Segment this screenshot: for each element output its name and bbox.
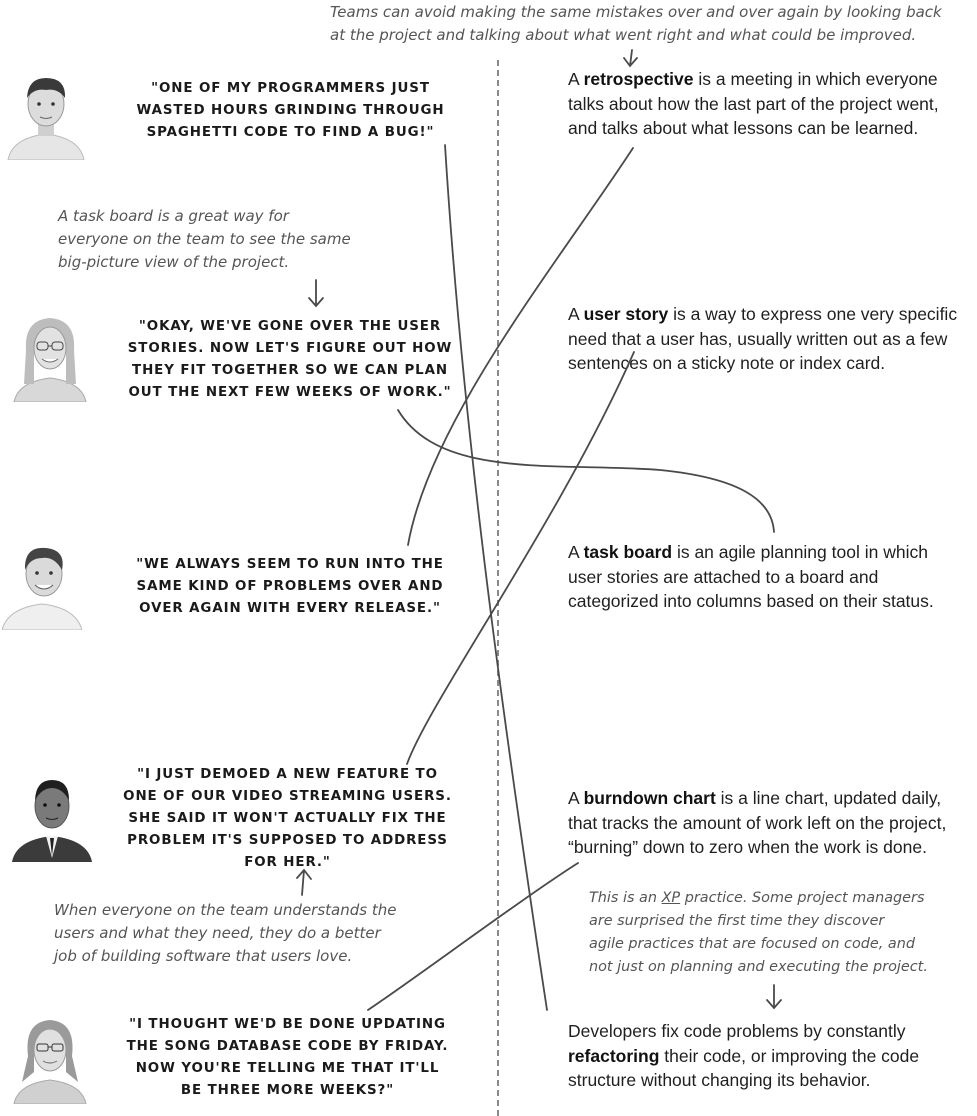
def-line: Developers fix code problems by constantly	[568, 1021, 906, 1041]
match-line-demo-userstory	[407, 352, 634, 764]
note-line: are surprised the first time they discover	[589, 913, 885, 929]
term-retrospective: retrospective	[583, 69, 694, 89]
quote-line: SAME KIND OF PROBLEMS OVER AND	[136, 579, 444, 594]
quote-line: "I JUST DEMOED A NEW FEATURE TO	[137, 767, 438, 782]
quote-line: PROBLEM IT'S SUPPOSED TO ADDRESS	[127, 833, 448, 848]
note-line: Teams can avoid making the same mistakes over and over again by looking back	[330, 3, 942, 21]
term-user-story: user story	[583, 304, 669, 324]
note-line: users and what they need, they do a better	[54, 924, 381, 942]
arrow-retrospective-note	[624, 50, 637, 66]
arrow-taskboard-note	[309, 280, 323, 306]
def-line: structure without changing its behavior.	[568, 1070, 871, 1090]
def-text: is an agile planning tool in which	[672, 542, 928, 562]
term-task-board: task board	[583, 542, 673, 562]
match-line-weeks-burndown	[368, 863, 578, 1010]
note-line: at the project and talking about what went right and what could be improved.	[330, 26, 917, 44]
def-line: need that a user has, usually written out as a few	[568, 328, 948, 349]
def-line: and talks about what lessons can be learned.	[568, 118, 919, 138]
quote-line: FOR HER."	[244, 855, 331, 870]
quote-line: OVER AGAIN WITH EVERY RELEASE."	[139, 601, 441, 616]
def-line: user stories are attached to a board and	[568, 566, 879, 587]
def-line: talks about how the last part of the project went,	[568, 93, 939, 114]
quote-line: "I THOUGHT WE'D BE DONE UPDATING	[129, 1017, 446, 1032]
note-line: not just on planning and executing the project.	[589, 959, 928, 975]
def-line: that tracks the amount of work left on the project,	[568, 812, 947, 833]
def-text: is a meeting in which everyone	[693, 69, 938, 89]
note-line: job of building software that users love.	[54, 947, 353, 965]
quote-line: THEY FIT TOGETHER SO WE CAN PLAN	[132, 363, 448, 378]
match-line-userstories-taskboard	[398, 410, 774, 532]
note-line: big-picture view of the project.	[58, 253, 290, 271]
quote-line: NOW YOU'RE TELLING ME THAT IT'LL	[135, 1061, 440, 1076]
quote-line: SHE SAID IT WON'T ACTUALLY FIX THE	[128, 811, 447, 826]
match-line-spaghetti-refactoring	[445, 145, 547, 1010]
note-line: A task board is a great way for	[58, 207, 289, 225]
def-line: sentences on a sticky note or index card.	[568, 353, 886, 373]
match-line-problems-retrospective	[408, 148, 633, 545]
quote-line: THE SONG DATABASE CODE BY FRIDAY.	[126, 1039, 449, 1054]
def-text: is a line chart, updated daily,	[715, 788, 942, 808]
note-line: agile practices that are focused on code, and	[589, 936, 915, 952]
def-text: A	[568, 304, 584, 324]
arrow-users-note	[297, 870, 311, 895]
def-text: A	[568, 788, 584, 808]
def-line: “burning” down to zero when the work is done.	[568, 837, 927, 857]
quote-line: BE THREE MORE WEEKS?"	[180, 1083, 395, 1098]
def-text: A	[568, 542, 584, 562]
term-refactoring: refactoring	[568, 1045, 660, 1066]
quote-line: ONE OF OUR VIDEO STREAMING USERS.	[123, 789, 452, 804]
def-text: is a way to express one very specific	[668, 304, 958, 324]
def-text: A	[568, 69, 584, 89]
note-text: This is an	[589, 890, 662, 906]
quote-line: "OKAY, WE'VE GONE OVER THE USER	[138, 319, 442, 334]
quote-line: WASTED HOURS GRINDING THROUGH	[136, 103, 445, 118]
note-line: everyone on the team to see the same	[58, 230, 351, 248]
quote-line: OUT THE NEXT FEW WEEKS OF WORK."	[128, 385, 452, 400]
quote-line: STORIES. NOW LET'S FIGURE OUT HOW	[127, 341, 453, 356]
def-text: their code, or improving the code	[659, 1045, 920, 1066]
note-line: When everyone on the team understands the	[54, 901, 397, 919]
term-burndown-chart: burndown chart	[583, 788, 716, 808]
xp-term: XP	[661, 890, 681, 906]
quote-line: "ONE OF MY PROGRAMMERS JUST	[151, 81, 430, 96]
quote-line: SPAGHETTI CODE TO FIND A BUG!"	[146, 125, 435, 140]
note-text: practice. Some project managers	[680, 890, 925, 906]
def-line: categorized into columns based on their status.	[568, 591, 934, 611]
quote-line: "WE ALWAYS SEEM TO RUN INTO THE	[136, 557, 444, 572]
arrow-xp-note	[767, 985, 781, 1008]
